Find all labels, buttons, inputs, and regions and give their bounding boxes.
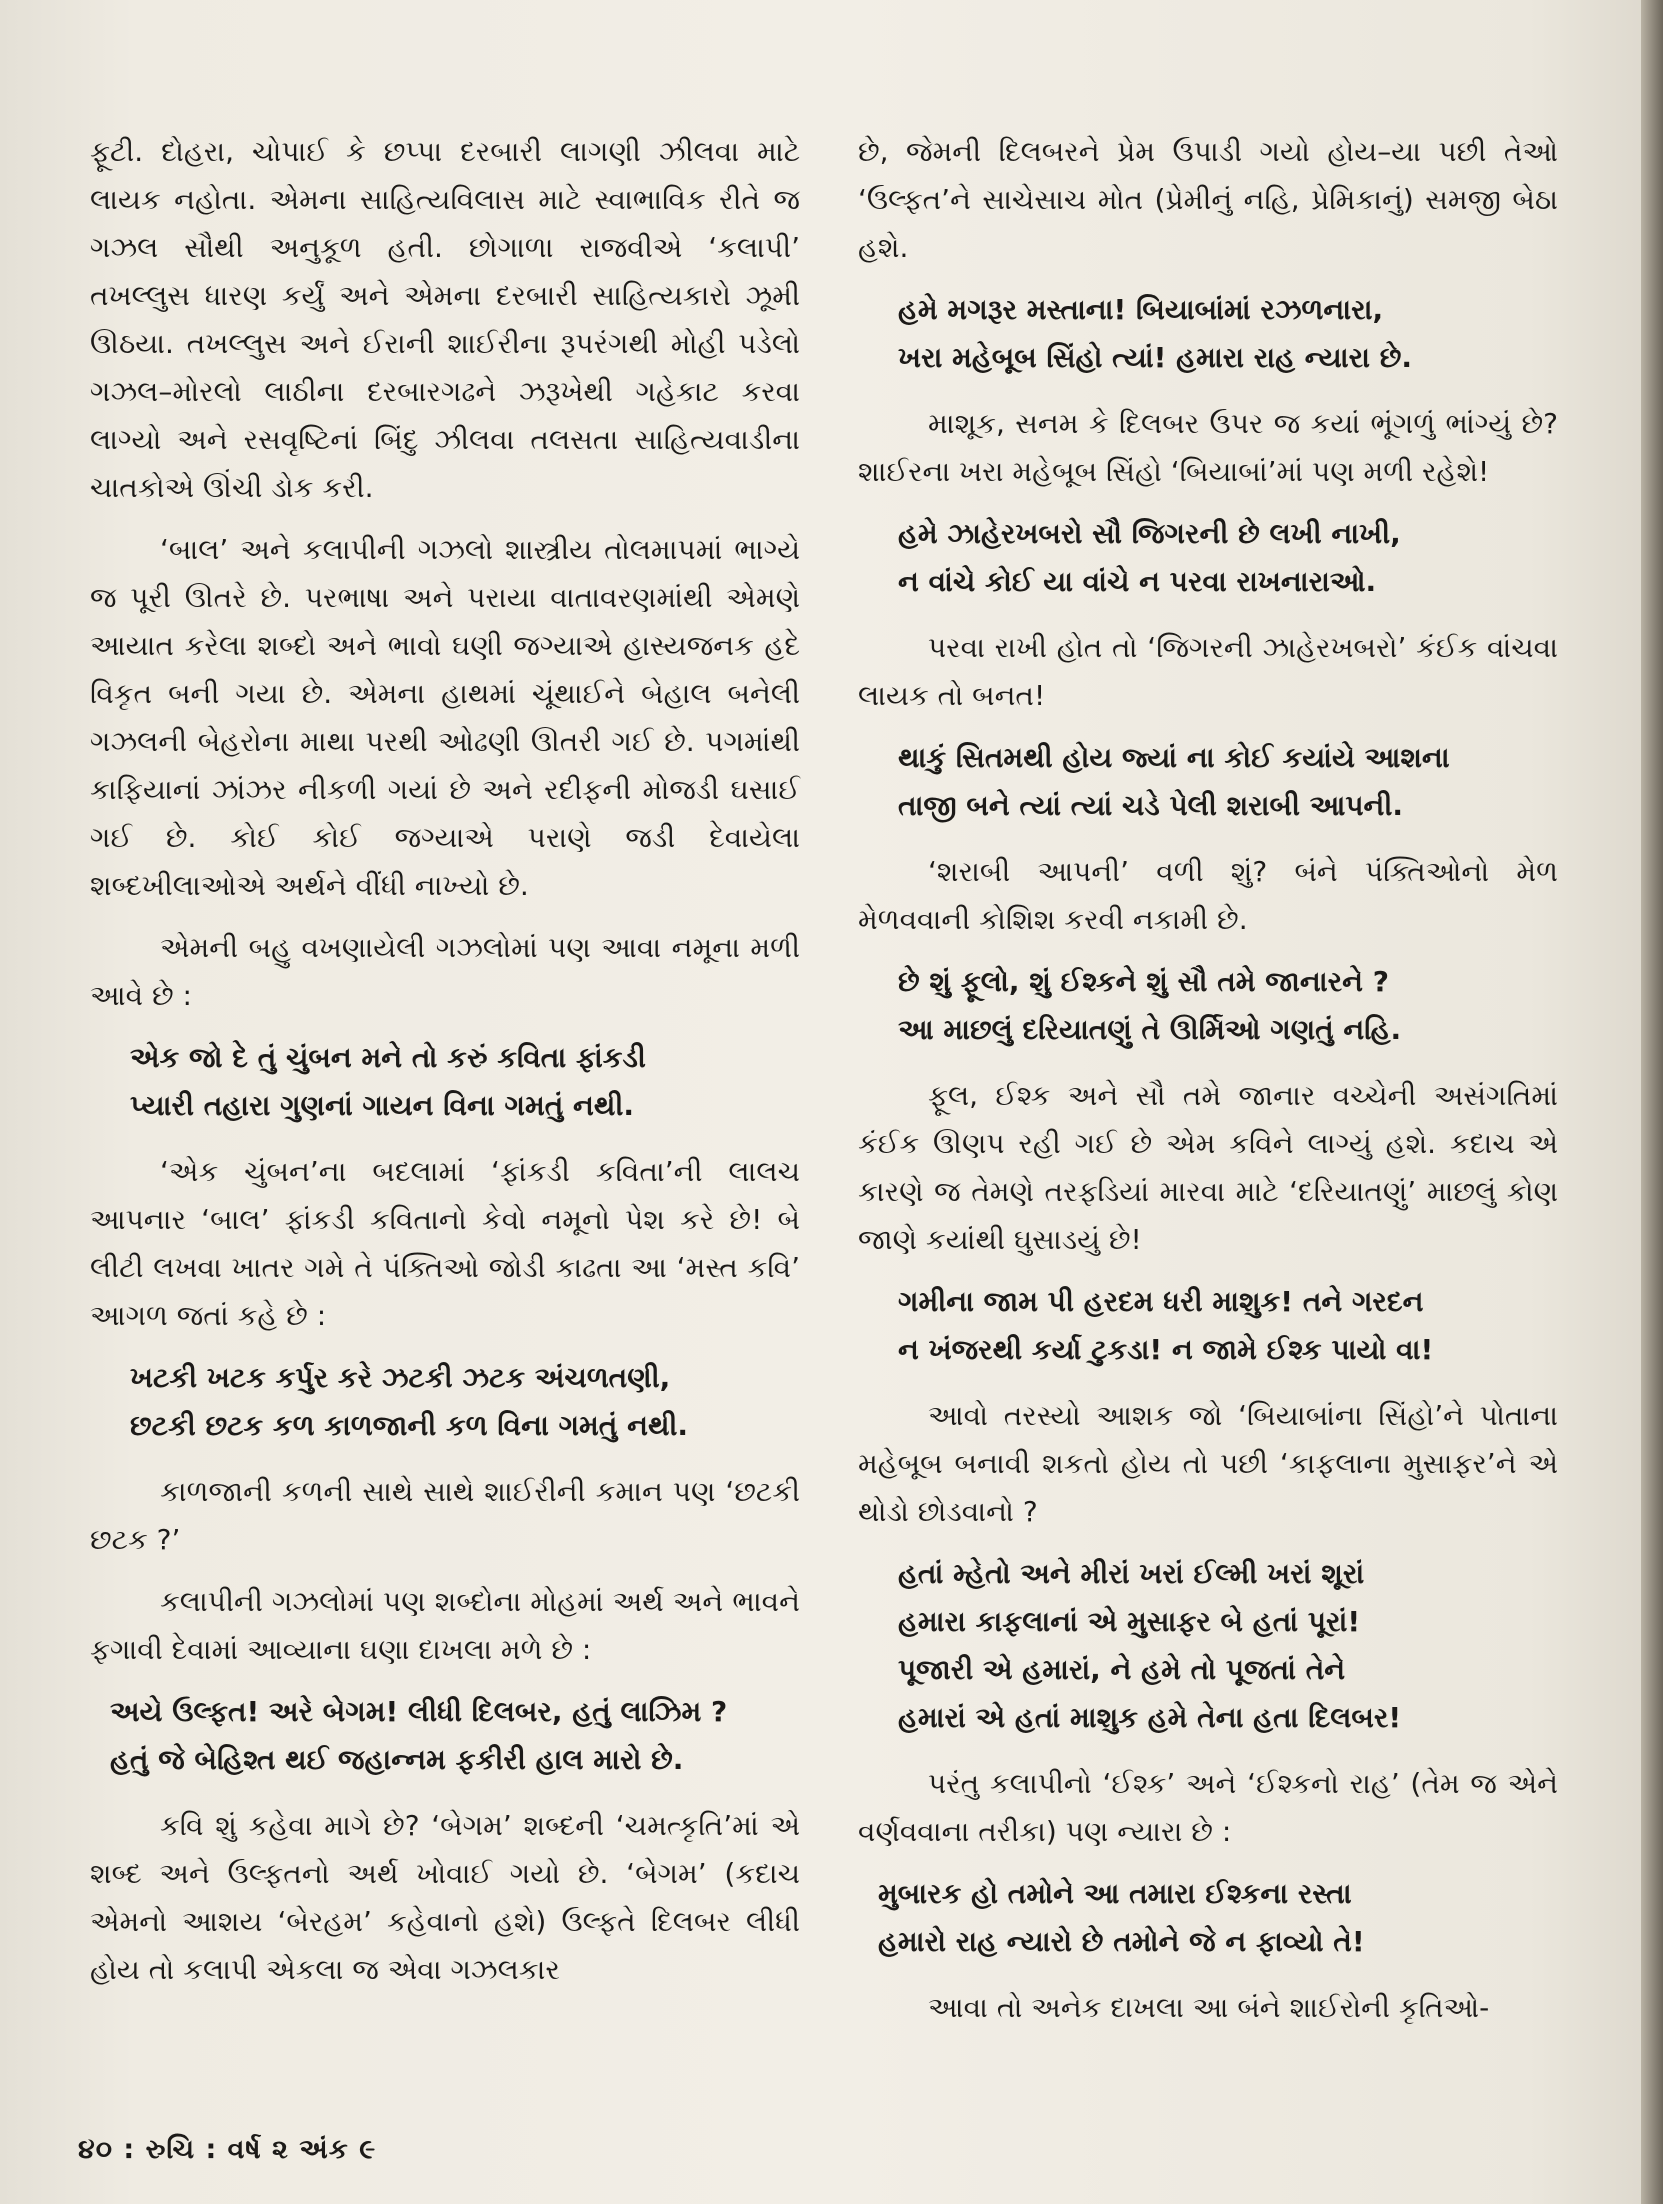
verse-line: હમારો રાહ ન્યારો છે તમોને જે ન ફાવ્યો તે!: [878, 1925, 1365, 1958]
verse-line: ન વાંચે કોઈ યા વાંચે ન પરવા રાખનારાઓ.: [898, 565, 1377, 598]
verse-line: ખટકી ખટક કર્પુર કરે ઝટકી ઝટક અંચળતણી,: [130, 1361, 671, 1394]
verse-line: અયે ઉલ્ફત! અરે બેગમ! લીધી દિલબર, હતું લાઝિમ ?: [110, 1695, 728, 1728]
verse-line: હતાં મ્હેતો અને મીરાં ખરાં ઈલ્મી ખરાં શૂરાં: [898, 1557, 1365, 1590]
paragraph: માશૂક, સનમ કે દિલબર ઉપર જ કયાં ભૂંગળું ભાંગ્યું છે? શાઈરના ખરા મહેબૂબ સિંહો ‘બિયાબાં’માં પણ મળી રહેશે!: [858, 407, 1558, 488]
verse-couplet: [90, 1688, 800, 1784]
paragraph: ‘બાલ’ અને કલાપીની ગઝલો શાસ્ત્રીય તોલમાપમાં ભાગ્યે જ પૂરી ઊતરે છે. પરભાષા અને પરાયા વાતાવરણમાંથી એમણે આયાત કરેલા શબ્દો અને ભાવો ઘણી જગ્યાએ હાસ્યજનક હદે વિકૃત બની ગયા છે. એમના હાથમાં ચૂંથાઈને બેહાલ બનેલી ગઝલની બેહરોના માથા પરથી ઓઢણી ઊતરી ગઈ છે. પગમાંથી કાફિયાનાં ઝાંઝર નીકળી ગયાં છે અને રદીફની મોજડી ઘસાઈ ગઈ છે. કોઈ કોઈ જગ્યાએ પરાણે જડી દેવાયેલા શબ્દખીલાઓએ અર્થને વીંધી નાખ્યો છે.: [90, 533, 800, 902]
verse-line: હમે મગરૂર મસ્તાના! બિયાબાંમાં રઝળનારા,: [898, 293, 1384, 326]
paragraph: છે, જેમની દિલબરને પ્રેમ ઉપાડી ગયો હોય–યા પછી તેઓ ‘ઉલ્ફત’ને સાચેસાચ મોત (પ્રેમીનું નહિ, પ્રેમિકાનું) સમજી બેઠા હશે.: [858, 135, 1558, 264]
paragraph: ‘એક ચુંબન’ના બદલામાં ‘ફાંકડી કવિતા’ની લાલચ આપનાર ‘બાલ’ ફાંકડી કવિતાનો કેવો નમૂનો પેશ કરે છે! બે લીટી લખવા ખાતર ગમે તે પંક્તિઓ જોડી કાઢતા આ ‘મસ્ત કવિ’ આગળ જતાં કહે છે :: [90, 1155, 800, 1332]
verse-couplet: [90, 1354, 800, 1450]
verse-couplet: [858, 1550, 1558, 1742]
verse-line: તાજી બને ત્યાં ત્યાં ચડે પેલી શરાબી આપની.: [898, 789, 1404, 822]
paragraph: કવિ શું કહેવા માગે છે? ‘બેગમ’ શબ્દની ‘ચમત્કૃતિ’માં એ શબ્દ અને ઉલ્ફતનો અર્થ ખોવાઈ ગયો છે. ‘બેગમ’ (કદાચ એમનો આશય ‘બેરહમ’ કહેવાનો હશે) ઉલ્ફતે દિલબર લીધી હોય તો કલાપી એકલા જ એવા ગઝલકાર: [90, 1809, 800, 1986]
verse-couplet: [858, 286, 1558, 382]
verse-line: હતું જે બેહિશ્ત થઈ જહાન્નમ ફકીરી હાલ મારો છે.: [110, 1743, 684, 1776]
left-column: [90, 128, 800, 2008]
verse-line: થાકું સિતમથી હોય જ્યાં ના કોઈ કયાંયે આશના: [898, 741, 1450, 774]
paragraph: કલાપીની ગઝલોમાં પણ શબ્દોના મોહમાં અર્થ અને ભાવને ફગાવી દેવામાં આવ્યાના ઘણા દાખલા મળે છે :: [90, 1585, 800, 1666]
page-spine-shadow: [1641, 0, 1663, 2204]
paragraph: પરવા રાખી હોત તો ‘જિગરની ઝાહેરખબરો’ કંઈક વાંચવા લાયક તો બનત!: [858, 631, 1558, 712]
paragraph: એમની બહુ વખણાયેલી ગઝલોમાં પણ આવા નમૂના મળી આવે છે :: [90, 931, 800, 1012]
verse-line: પૂજારી એ હમારાં, ને હમે તો પૂજતાં તેને: [898, 1653, 1346, 1686]
paragraph: ‘શરાબી આપની’ વળી શું? બંને પંક્તિઓનો મેળ મેળવવાની કોશિશ કરવી નકામી છે.: [858, 855, 1558, 936]
verse-line: હમારાં એ હતાં માશુક હમે તેના હતા દિલબર!: [898, 1701, 1402, 1734]
paragraph: ફૂલ, ઈશ્ક અને સૌ તમે જાનાર વચ્ચેની અસંગતિમાં કંઈક ઊણપ રહી ગઈ છે એમ કવિને લાગ્યું હશે. કદાચ એ કારણે જ તેમણે તરફડિયાં મારવા માટે ‘દરિયાતણું’ માછલું કોણ જાણે કયાંથી ઘુસાડયું છે!: [858, 1079, 1558, 1256]
right-column: [858, 128, 1558, 2046]
verse-line: ગમીના જામ પી હરદમ ધરી માશુક! તને ગરદન: [898, 1285, 1424, 1318]
paragraph: આવો તરસ્યો આશક જો ‘બિયાબાંના સિંહો’ને પોતાના મહેબૂબ બનાવી શકતો હોય તો પછી ‘કાફલાના મુસાફર’ને એ થોડો છોડવાનો ?: [858, 1399, 1558, 1528]
verse-line: હમે ઝાહેરખબરો સૌ જિગરની છે લખી નાખી,: [898, 517, 1401, 550]
verse-line: આ માછલું દરિયાતણું તે ઊર્મિઓ ગણતું નહિ.: [898, 1013, 1402, 1046]
verse-line: છટકી છટક કળ કાળજાની કળ વિના ગમતું નથી.: [130, 1409, 689, 1442]
verse-couplet: [858, 510, 1558, 606]
page-footer: ૪૦ : રુચિ : વર્ષ ૨ અંક ૯: [78, 2134, 377, 2165]
verse-couplet: [858, 1870, 1558, 1966]
paragraph: ફૂટી. દોહરા, ચોપાઈ કે છપ્પા દરબારી લાગણી ઝીલવા માટે લાયક નહોતા. એમના સાહિત્યવિલાસ માટે સ્વાભાવિક રીતે જ ગઝલ સૌથી અનુકૂળ હતી. છોગાળા રાજવીએ ‘કલાપી’ તખલ્લુસ ધારણ કર્યું અને એમના દરબારી સાહિત્યકારો ઝૂમી ઊઠયા. તખલ્લુસ અને ઈરાની શાઈરીના રૂપરંગથી મોહી પડેલો ગઝલ–મોરલો લાઠીના દરબારગઢને ઝરૂખેથી ગહેકાટ કરવા લાગ્યો અને રસવૃષ્ટિનાં બિંદુ ઝીલવા તલસતા સાહિત્યવાડીના ચાતકોએ ઊંચી ડોક કરી.: [90, 135, 800, 504]
verse-line: ન ખંજરથી કર્યા ટુકડા! ન જામે ઈશ્ક પાયો વા!: [898, 1333, 1434, 1366]
verse-line: એક જો દે તું ચુંબન મને તો કરું કવિતા ફાંકડી: [130, 1041, 646, 1074]
verse-line: મુબારક હો તમોને આ તમારા ઈશ્કના રસ્તા: [878, 1877, 1352, 1910]
verse-line: છે શું ફૂલો, શું ઈશ્કને શું સૌ તમે જાનારને ?: [898, 965, 1389, 998]
verse-couplet: [90, 1034, 800, 1130]
paragraph: કાળજાની કળની સાથે સાથે શાઈરીની કમાન પણ ‘છટકી છટક ?’: [90, 1475, 800, 1556]
verse-couplet: [858, 1278, 1558, 1374]
verse-line: પ્યારી તહારા ગુણનાં ગાયન વિના ગમતું નથી.: [130, 1089, 635, 1122]
verse-line: હમારા કાફલાનાં એ મુસાફર બે હતાં પૂરાં!: [898, 1605, 1361, 1638]
verse-couplet: [858, 734, 1558, 830]
verse-couplet: [858, 958, 1558, 1054]
paragraph: પરંતુ કલાપીનો ‘ઈશ્ક’ અને ‘ઈશ્કનો રાહ’ (તેમ જ એને વર્ણવવાના તરીકા) પણ ન્યારા છે :: [858, 1767, 1558, 1848]
verse-line: ખરા મહેબૂબ સિંહો ત્યાં! હમારા રાહ ન્યારા છે.: [898, 341, 1412, 374]
paragraph: આવા તો અનેક દાખલા આ બંને શાઈરોની કૃતિઓ-: [928, 1991, 1490, 2024]
